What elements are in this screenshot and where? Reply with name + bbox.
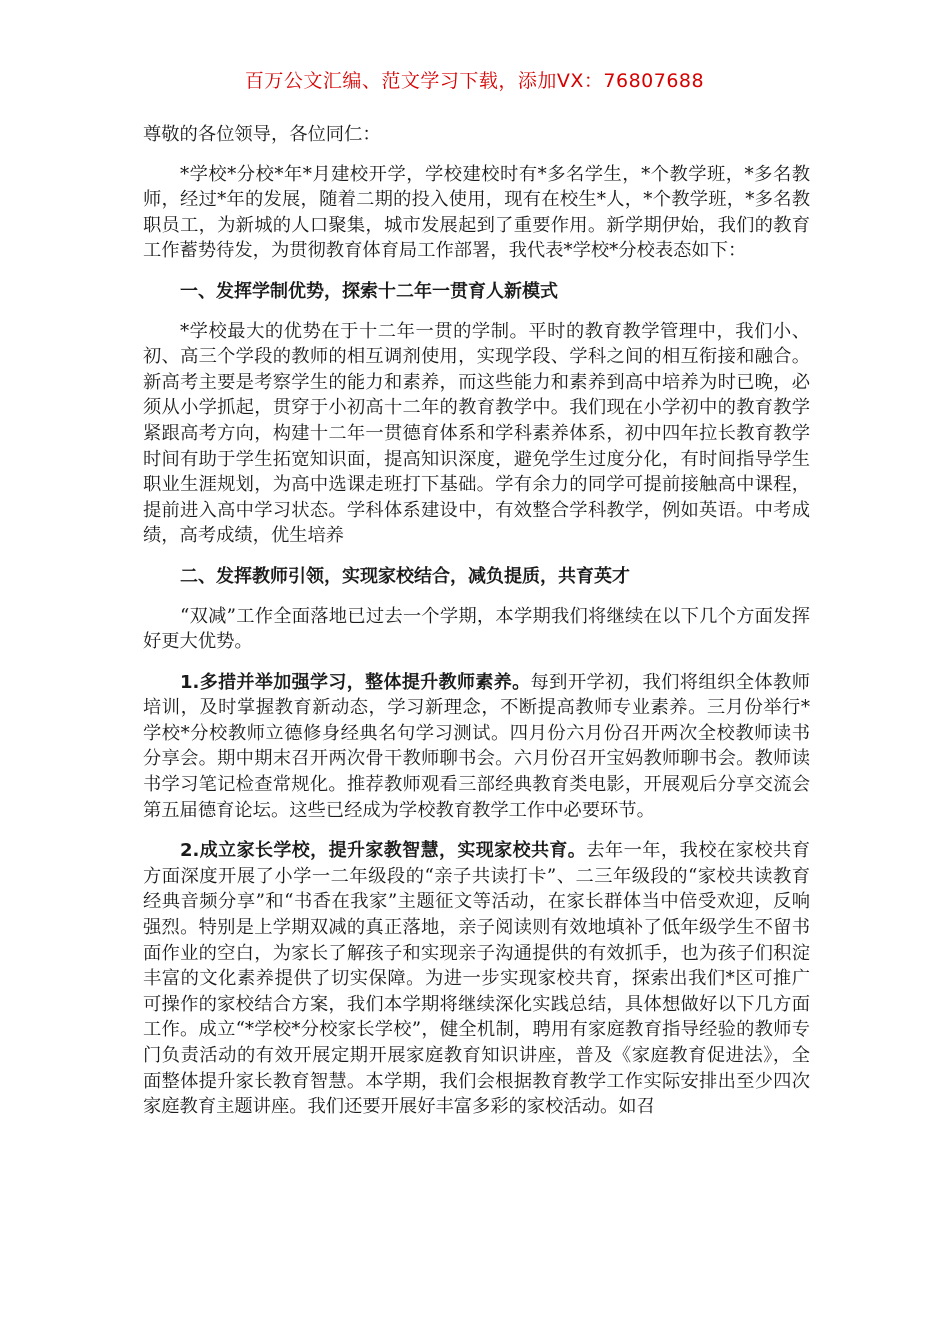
section-1-paragraph: *学校最大的优势在于十二年一贯的学制。平时的教育教学管理中，我们小、初、高三个学段的教师的相互调剂使用，实现学段、学科之间的相互衔接和融合。新高考主要是考察学生的能力和素养，而这些能力和素养到高中培养为时已晚，必须从小学抓起，贯穿于小初高十二年的教育教学中。我们现在小学初中的教育教学紧跟高考方向，构建十二年一贯德育体系和学科素养体系，初中四年拉长教育教学时间有助于学生拓宽知识面，提高知识深度，避免学生过度分化，有时间指导学生职业生涯规划，为高中选课走班打下基础。学有余力的同学可提前接触高中课程，提前进入高中学习状态。学科体系建设中，有效整合学科教学，例如英语。中考成绩，高考成绩，优生培养: [143, 320, 810, 547]
greeting: 尊敬的各位领导，各位同仁：: [143, 124, 381, 145]
item-1-lead: 1.多措并举加强学习，整体提升教师素养。: [180, 671, 531, 693]
section-1-heading: 一、发挥学制优势，探索十二年一贯育人新模式: [180, 280, 558, 302]
intro-paragraph: *学校*分校*年*月建校开学，学校建校时有*多名学生，*个教学班，*多名教师，经过*年的发展，随着二期的投入使用，现有在校生*人，*个教学班，*多名教职员工，为新城的人口聚集，城市发展起到了重要作用。新学期伊始，我们的教育工作蓄势待发，为贯彻教育体育局工作部署，我代表*学校*分校表态如下：: [143, 163, 810, 262]
item-1-paragraph: [143, 670, 810, 824]
item-1-body: 每到开学初，我们将组织全体教师培训，及时掌握教育新动态，学习新理念，不断提高教师专业素养。三月份举行*学校*分校教师立德修身经典名句学习测试。四月份六月份召开两次全校教师读书分享会。期中期末召开两次骨干教师聊书会。六月份召开宝妈教师聊书会。教师读书学习笔记检查常规化。推荐教师观看三部经典教育类电影，开展观后分享交流会第五届德育论坛。这些已经成为学校教育教学工作中必要环节。: [143, 671, 810, 821]
section-2-heading: 二、发挥教师引领，实现家校结合，减负提质，共育英才: [180, 565, 630, 587]
item-2-body: 去年一年，我校在家校共育方面深度开展了小学一二年级段的“亲子共读打卡”、二三年级段的“家校共读教育经典音频分享”和“书香在我家”主题征文等活动，在家长群体当中倍受欢迎，反响强烈。特别是上学期双减的真正落地，亲子阅读则有效地填补了低年级学生不留书面作业的空白，为家长了解孩子和实现亲子沟通提供的有效抓手，也为孩子们积淀丰富的文化素养提供了切实保障。为进一步实现家校共育，探索出我们*区可推广可操作的家校结合方案，我们本学期将继续深化实践总结，具体想做好以下几方面工作。成立“*学校*分校家长学校”，健全机制，聘用有家庭教育指导经验的教师专门负责活动的有效开展定期开展家庭教育知识讲座，普及《家庭教育促进法》，全面整体提升家长教育智慧。本学期，我们会根据教育教学工作实际安排出至少四次家庭教育主题讲座。我们还要开展好丰富多彩的家校活动。如召: [143, 840, 810, 1118]
section-2-paragraph: “双减”工作全面落地已过去一个学期，本学期我们将继续在以下几个方面发挥好更大优势。: [143, 605, 810, 653]
item-2-paragraph: [143, 838, 810, 1120]
watermark-header: 百万公文汇编、范文学习下载，添加VX：76807688: [244, 70, 705, 92]
item-2-lead: 2.成立家长学校，提升家教智慧，实现家校共育。: [180, 840, 587, 862]
document-body: [143, 122, 810, 1120]
